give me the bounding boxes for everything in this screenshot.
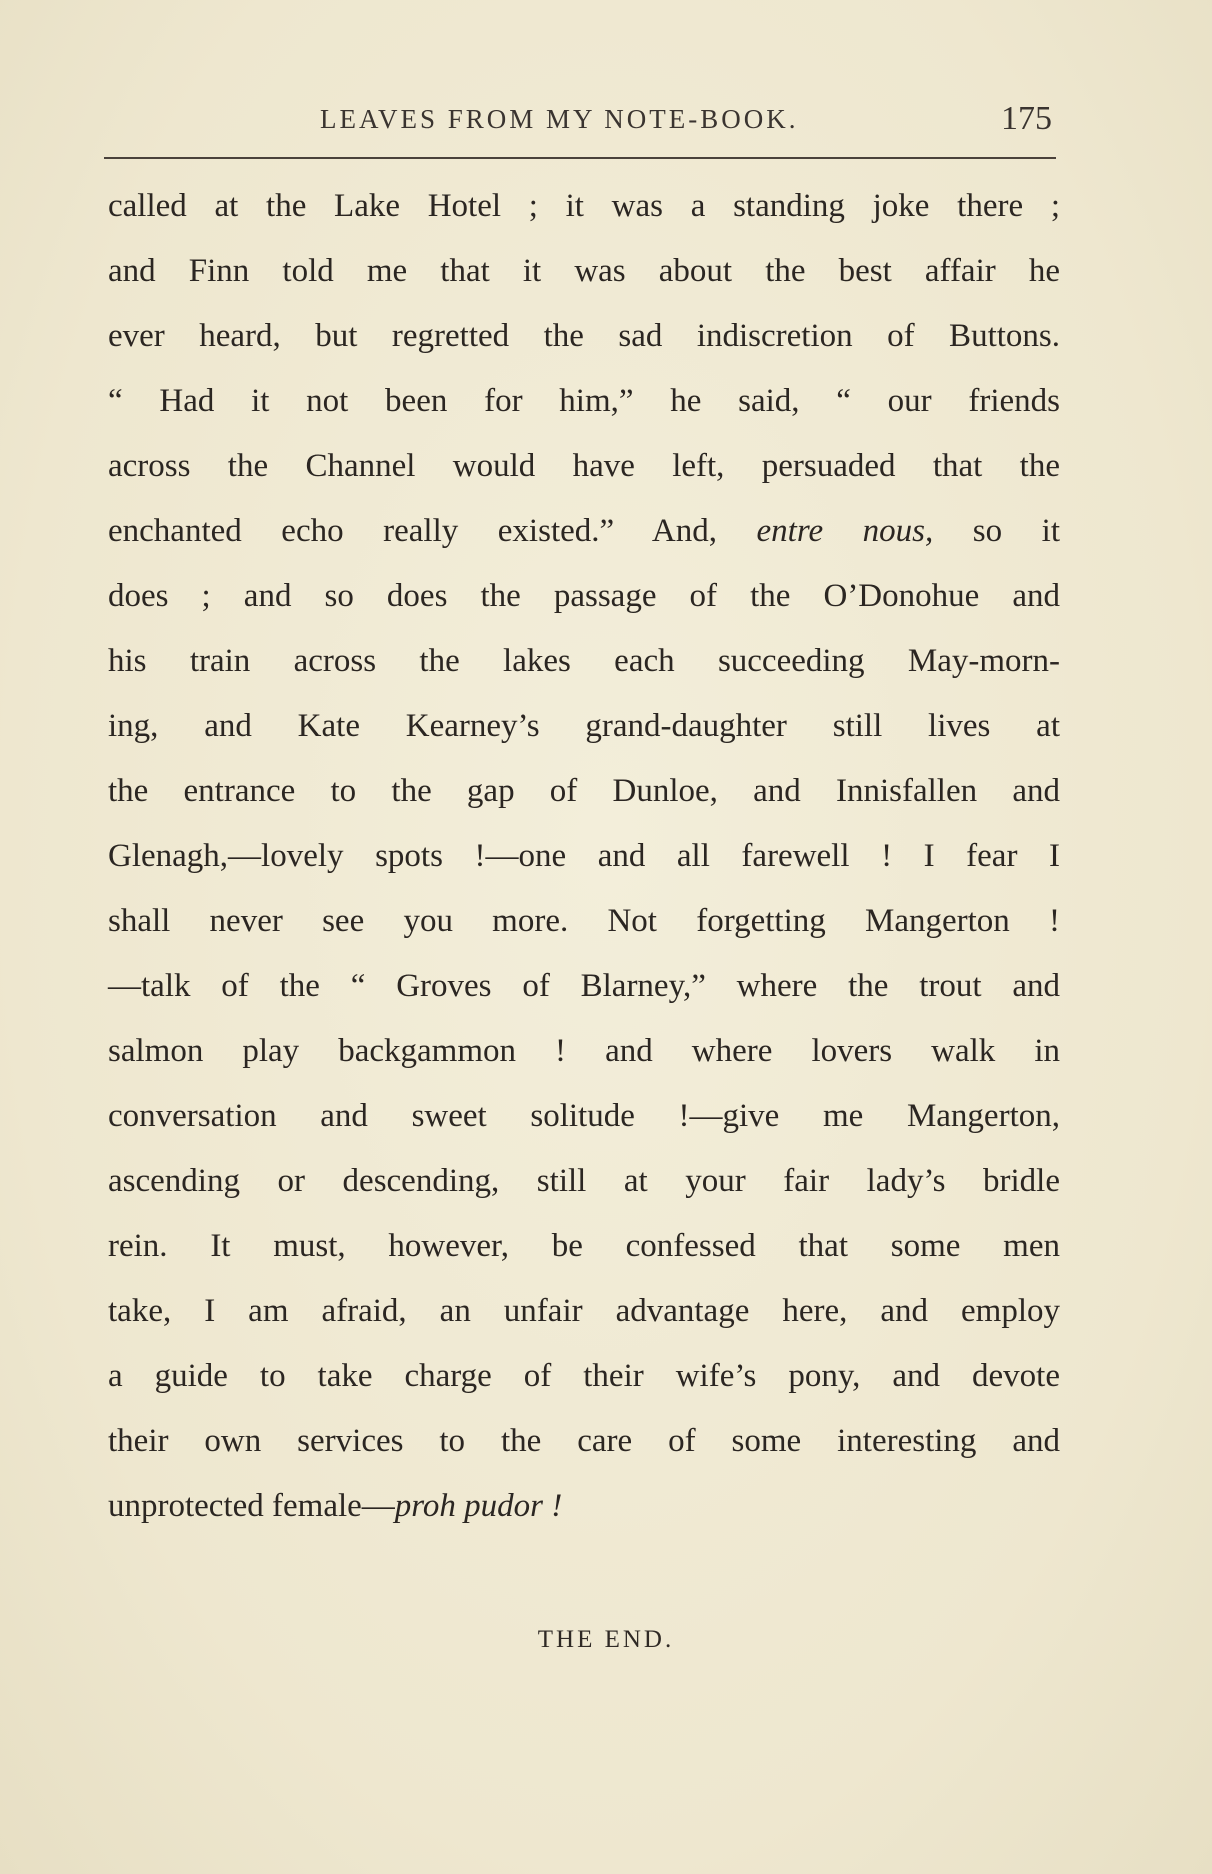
text-line: conversation and sweet solitude !—give me Mangerton, <box>108 1098 1060 1134</box>
text-line: take, I am afraid, an unfair advantage here, and employ <box>108 1293 1060 1329</box>
text-line: their own services to the care of some interesting and <box>108 1423 1060 1459</box>
text-line: “ Had it not been for him,” he said, “ our friends <box>108 383 1060 419</box>
line-text: unprotected female— <box>108 1488 395 1524</box>
text-line: does ; and so does the passage of the O’Donohue and <box>108 578 1060 614</box>
text-line: and Finn told me that it was about the best affair he <box>108 253 1060 289</box>
the-end: THE END. <box>537 1626 675 1653</box>
line-text: enchanted echo really existed.” And, <box>108 513 717 549</box>
page-header <box>108 96 1058 146</box>
running-title: LEAVES FROM MY NOTE-BOOK. <box>320 104 799 134</box>
text-line: —talk of the “ Groves of Blarney,” where the trout and <box>108 968 1060 1004</box>
text-line: across the Channel would have left, persuaded that the <box>108 448 1060 484</box>
body-text <box>108 174 1060 1539</box>
text-line: Glenagh,—lovely spots !—one and all farewell ! I fear I <box>108 838 1060 874</box>
page-number: 175 <box>1001 100 1052 137</box>
text-line <box>108 499 1060 564</box>
header-rule <box>104 157 1056 159</box>
italic-phrase: entre nous, <box>756 513 934 549</box>
text-line: rein. It must, however, be confessed that some men <box>108 1228 1060 1264</box>
text-line: called at the Lake Hotel ; it was a standing joke there ; <box>108 188 1060 224</box>
text-line: ascending or descending, still at your fair lady’s bridle <box>108 1163 1060 1199</box>
text-line: the entrance to the gap of Dunloe, and Innisfallen and <box>108 773 1060 809</box>
text-line: salmon play backgammon ! and where lovers walk in <box>108 1033 1060 1069</box>
text-line <box>108 1474 1060 1539</box>
text-line: ing, and Kate Kearney’s grand-daughter still lives at <box>108 708 1060 744</box>
line-text: so it <box>972 513 1060 549</box>
text-line: a guide to take charge of their wife’s pony, and devote <box>108 1358 1060 1394</box>
text-line: ever heard, but regretted the sad indiscretion of Buttons. <box>108 318 1060 354</box>
text-line: shall never see you more. Not forgetting Mangerton ! <box>108 903 1060 939</box>
italic-phrase: proh pudor ! <box>394 1488 563 1524</box>
text-line: his train across the lakes each succeeding May-morn- <box>108 643 1060 679</box>
